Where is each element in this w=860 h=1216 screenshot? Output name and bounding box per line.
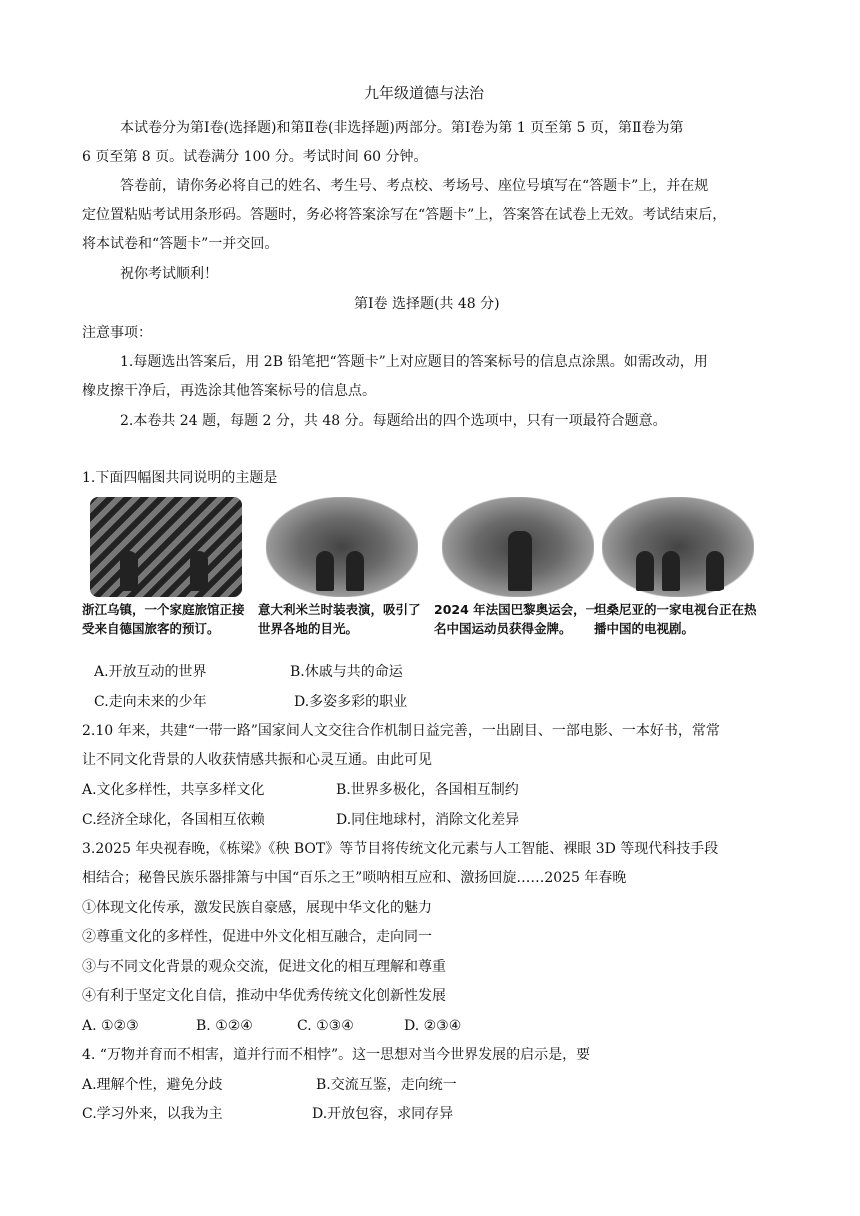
question-2-option-a: A.文化多样性，共享多样文化 — [82, 782, 265, 798]
intro-paragraph-1-line-1: 本试卷分为第Ⅰ卷(选择题)和第Ⅱ卷(非选择题)两部分。第Ⅰ卷为第 1 页至第 5 页，第Ⅱ卷为第 — [120, 120, 684, 136]
note-1-line-2: 橡皮擦干净后，再选涂其他答案标号的信息点。 — [82, 383, 376, 399]
question-3-item-3: ③与不同文化背景的观众交流，促进文化的相互理解和尊重 — [82, 959, 446, 975]
question-2-option-d: D.同住地球村，消除文化差异 — [336, 812, 520, 828]
notes-heading: 注意事项： — [82, 325, 152, 341]
question-3-stem-line-2: 相结合；秘鲁民族乐器排箫与中国“百乐之王”唢呐相互应和、激扬回旋……2025 年春晚 — [82, 870, 627, 886]
question-3-item-2: ②尊重文化的多样性，促进中外文化相互融合，走向同一 — [82, 929, 432, 945]
photo-caption: 2024 年法国巴黎奥运会，一名中国运动员获得金牌。 — [434, 602, 599, 636]
question-3-option-d: D. ②③④ — [404, 1018, 462, 1034]
question-1-option-c: C.走向未来的少年 — [94, 694, 207, 710]
question-4-option-a: A.理解个性，避免分歧 — [82, 1077, 223, 1093]
photo-paris-image — [442, 497, 594, 597]
section-title: 第Ⅰ卷 选择题(共 48 分) — [354, 296, 500, 312]
question-2-stem-line-2: 让不同文化背景的人收获情感共振和心灵互通。由此可见 — [82, 752, 432, 768]
question-4-stem: 4. “万物并育而不相害，道并行而不相悖”。这一思想对当今世界发展的启示是，要 — [82, 1047, 591, 1063]
question-4-option-d: D.开放包容，求同存异 — [312, 1106, 454, 1122]
photo-wuzhen-image — [90, 497, 242, 597]
question-2-option-b: B.世界多极化，各国相互制约 — [336, 782, 519, 798]
note-1-line-1: 1.每题选出答案后，用 2B 铅笔把“答题卡”上对应题目的答案标号的信息点涂黑。如需改动，用 — [120, 354, 708, 370]
photo-tanzania — [594, 497, 762, 657]
question-3-option-c: C. ①③④ — [297, 1018, 354, 1034]
question-3-option-a: A. ①②③ — [82, 1018, 139, 1034]
question-2-stem-line-1: 2.10 年来，共建“一带一路”国家间人文交往合作机制日益完善，一出剧目、一部电影、一本好书，常常 — [82, 723, 720, 739]
photo-caption: 浙江乌镇，一个家庭旅馆正接受来自德国旅客的预订。 — [82, 602, 245, 636]
intro-wish: 祝你考试顺利！ — [120, 266, 218, 282]
question-3-item-1: ①体现文化传承，激发民族自豪感，展现中华文化的魅力 — [82, 900, 432, 916]
intro-paragraph-1-line-2: 6 页至第 8 页。试卷满分 100 分。考试时间 60 分钟。 — [82, 149, 428, 165]
photo-tanzania-image — [602, 497, 754, 597]
photo-paris — [434, 497, 602, 657]
photo-caption: 意大利米兰时装表演，吸引了世界各地的目光。 — [258, 602, 421, 636]
intro-paragraph-2-line-3: 将本试卷和“答题卡”一并交回。 — [82, 236, 279, 252]
photo-milan — [258, 497, 426, 657]
question-3-stem-line-1: 3.2025 年央视春晚，《栋梁》《秧 BOT》等节目将传统文化元素与人工智能、裸眼 3D 等现代科技手段 — [82, 841, 719, 857]
intro-paragraph-2-line-2: 定位置粘贴考试用条形码。答题时，务必将答案涂写在“答题卡”上，答案答在试卷上无效。考试结束后， — [82, 207, 727, 223]
note-2: 2.本卷共 24 题，每题 2 分，共 48 分。每题给出的四个选项中，只有一项最符合题意。 — [120, 413, 667, 429]
question-1-photos — [82, 497, 762, 657]
question-1-option-d: D.多姿多彩的职业 — [294, 694, 408, 710]
photo-wuzhen — [82, 497, 250, 657]
photo-caption: 坦桑尼亚的一家电视台正在热播中国的电视剧。 — [594, 602, 757, 636]
intro-paragraph-2-line-1: 答卷前，请你务必将自己的姓名、考生号、考点校、考场号、座位号填写在“答题卡”上，并在规 — [120, 178, 709, 194]
question-1-option-a: A.开放互动的世界 — [94, 664, 207, 680]
question-3-option-b: B. ①②④ — [196, 1018, 253, 1034]
question-2-option-c: C.经济全球化，各国相互依赖 — [82, 812, 265, 828]
question-4-option-c: C.学习外来，以我为主 — [82, 1106, 223, 1122]
question-1-stem: 1.下面四幅图共同说明的主题是 — [82, 470, 278, 486]
question-1-option-b: B.休戚与共的命运 — [290, 664, 403, 680]
question-4-option-b: B.交流互鉴，走向统一 — [316, 1077, 457, 1093]
page-title: 九年级道德与法治 — [364, 84, 485, 102]
photo-milan-image — [266, 497, 418, 597]
question-3-item-4: ④有利于坚定文化自信，推动中华优秀传统文化创新性发展 — [82, 988, 446, 1004]
